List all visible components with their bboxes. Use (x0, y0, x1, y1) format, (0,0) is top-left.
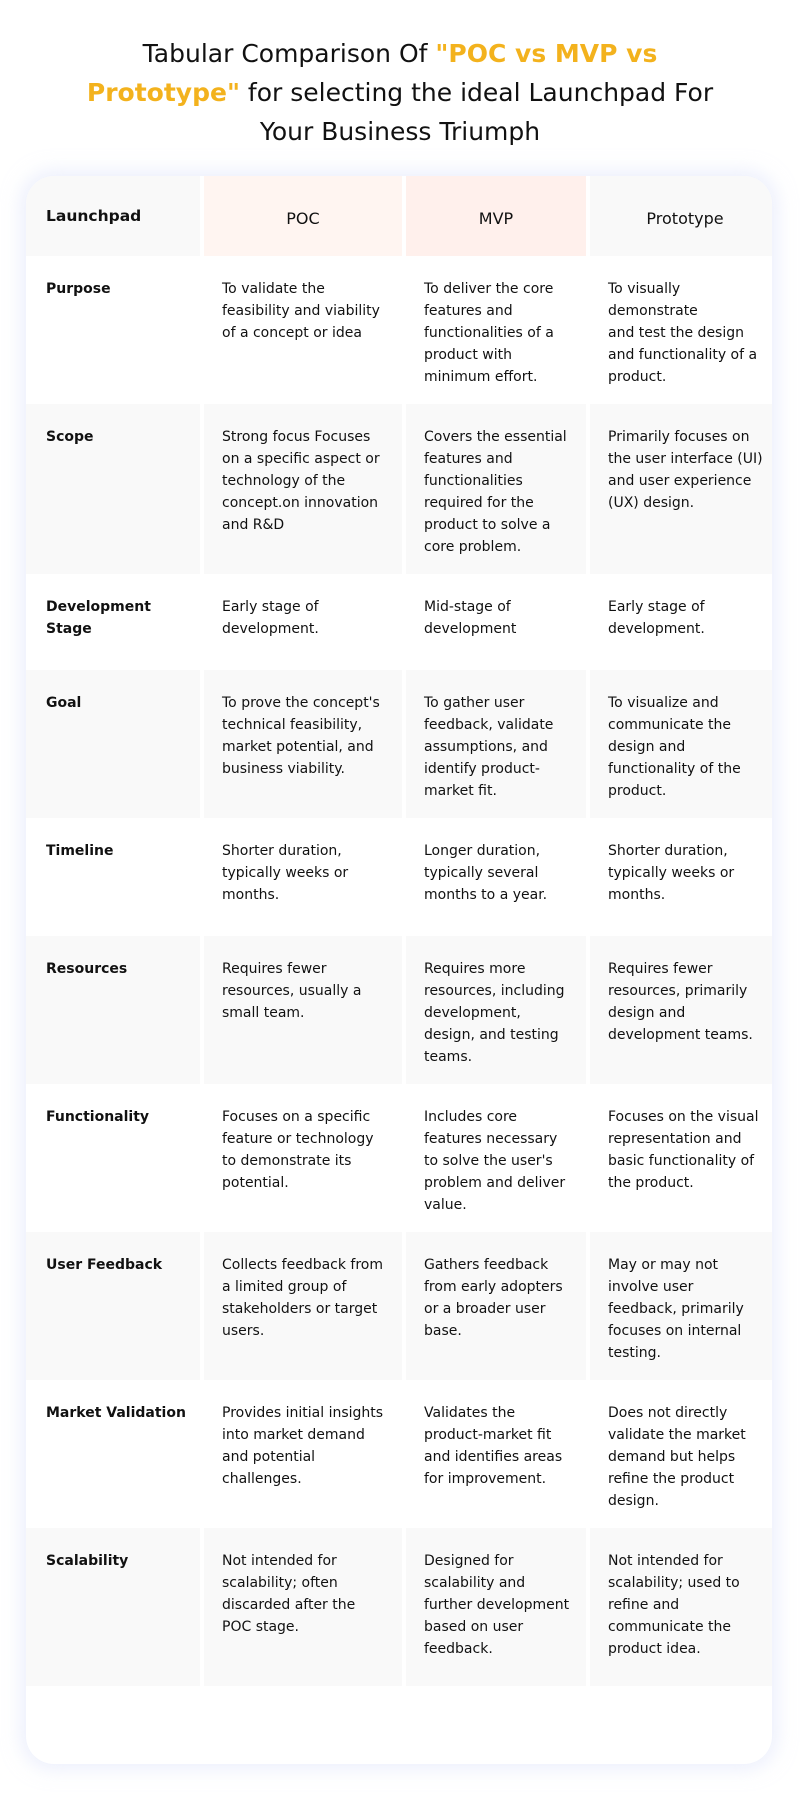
cell-mvp: Covers the essential features and functionalities required for the product to solve a core problem. (406, 404, 586, 574)
row-label: User Feedback (26, 1232, 200, 1380)
table-row-purpose (26, 256, 772, 404)
cell-prototype: To visualize and communicate the design and functionality of the product. (590, 670, 772, 818)
table-row-market-validation (26, 1380, 772, 1528)
row-label: Goal (26, 670, 200, 818)
cell-mvp: Validates the product-market fit and identifies areas for improvement. (406, 1380, 586, 1528)
cell-mvp: Mid-stage of development (406, 574, 586, 670)
comparison-table (26, 176, 772, 1686)
cell-mvp: Longer duration, typically several months to a year. (406, 818, 586, 936)
cell-mvp: Requires more resources, including development, design, and testing teams. (406, 936, 586, 1084)
cell-poc: To validate the feasibility and viability of a concept or idea (204, 256, 402, 404)
page-title (80, 34, 720, 151)
cell-mvp: To deliver the core features and functionalities of a product with minimum effort. (406, 256, 586, 404)
cell-mvp: Includes core features necessary to solve the user's problem and deliver value. (406, 1084, 586, 1232)
row-label: Scope (26, 404, 200, 574)
cell-poc: Strong focus Focuses on a specific aspect or technology of the concept.on innovation and R&D (204, 404, 402, 574)
row-label: Functionality (26, 1084, 200, 1232)
cell-prototype: Not intended for scalability; used to refine and communicate the product idea. (590, 1528, 772, 1686)
row-label: Scalability (26, 1528, 200, 1686)
cell-poc: Collects feedback from a limited group of stakeholders or target users. (204, 1232, 402, 1380)
table-row-scope (26, 404, 772, 574)
row-label: Market Validation (26, 1380, 200, 1528)
header-poc: POC (204, 176, 402, 256)
cell-poc: Early stage of development. (204, 574, 402, 670)
title-prefix: Tabular Comparison Of (142, 39, 436, 68)
row-label: Timeline (26, 818, 200, 936)
cell-prototype: May or may not involve user feedback, primarily focuses on internal testing. (590, 1232, 772, 1380)
cell-mvp: To gather user feedback, validate assumptions, and identify product-market fit. (406, 670, 586, 818)
table-row-development-stage (26, 574, 772, 670)
table-row-scalability (26, 1528, 772, 1686)
table-row-resources (26, 936, 772, 1084)
cell-poc: Shorter duration, typically weeks or months. (204, 818, 402, 936)
title-suffix: for selecting the ideal Launchpad For Your Business Triumph (239, 78, 714, 146)
cell-prototype: Requires fewer resources, primarily design and development teams. (590, 936, 772, 1084)
table-row-goal (26, 670, 772, 818)
table-row-functionality (26, 1084, 772, 1232)
cell-mvp: Designed for scalability and further development based on user feedback. (406, 1528, 586, 1686)
header-launchpad: Launchpad (26, 176, 200, 256)
row-label: Purpose (26, 256, 200, 404)
table-row-timeline (26, 818, 772, 936)
table-header-row (26, 176, 772, 256)
row-label: Development Stage (26, 574, 200, 670)
cell-prototype: Focuses on the visual representation and basic functionality of the product. (590, 1084, 772, 1232)
cell-poc: Not intended for scalability; often discarded after the POC stage. (204, 1528, 402, 1686)
row-label: Resources (26, 936, 200, 1084)
cell-prototype: Early stage of development. (590, 574, 772, 670)
cell-poc: Provides initial insights into market demand and potential challenges. (204, 1380, 402, 1528)
cell-poc: To prove the concept's technical feasibility, market potential, and business viability. (204, 670, 402, 818)
cell-prototype: Primarily focuses on the user interface (UI) and user experience (UX) design. (590, 404, 772, 574)
header-prototype: Prototype (590, 176, 772, 256)
cell-mvp: Gathers feedback from early adopters or a broader user base. (406, 1232, 586, 1380)
comparison-card (26, 176, 772, 1764)
cell-poc: Requires fewer resources, usually a small team. (204, 936, 402, 1084)
header-mvp: MVP (406, 176, 586, 256)
cell-prototype: Does not directly validate the market demand but helps refine the product design. (590, 1380, 772, 1528)
table-row-user-feedback (26, 1232, 772, 1380)
cell-poc: Focuses on a specific feature or technology to demonstrate its potential. (204, 1084, 402, 1232)
cell-prototype: To visually demonstrate and test the design and functionality of a product. (590, 256, 772, 404)
cell-prototype: Shorter duration, typically weeks or months. (590, 818, 772, 936)
title-highlight: "POC vs MVP vs Prototype" (86, 39, 658, 107)
